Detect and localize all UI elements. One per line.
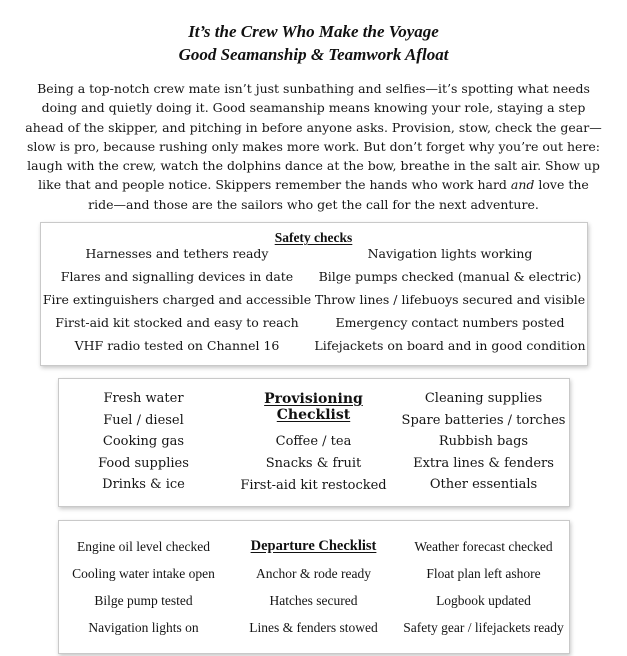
safety-checks-card xyxy=(40,222,588,366)
checklist-item: Cooking gas xyxy=(102,434,185,450)
checklist-item: Bilge pumps checked (manual & electric) xyxy=(318,269,582,285)
checklist-item: Throw lines / lifebuoys secured and visible xyxy=(314,292,586,308)
departure-columns xyxy=(59,533,569,641)
checklist-item: Float plan left ashore xyxy=(426,566,541,582)
checklist-item: Navigation lights working xyxy=(367,246,533,262)
provisioning-right-column xyxy=(399,388,569,497)
checklist-item: First-aid kit stocked and easy to reach xyxy=(55,315,299,331)
checklist-item: Logbook updated xyxy=(436,593,531,609)
checklist-item: Hatches secured xyxy=(269,593,358,609)
title-line-2: Good Seamanship & Teamwork Afloat xyxy=(178,45,449,64)
checklist-item: Harnesses and tethers ready xyxy=(85,246,269,262)
departure-card xyxy=(58,520,570,654)
provisioning-card xyxy=(58,378,570,507)
safety-checks-heading: Safety checks xyxy=(274,230,353,246)
checklist-item: Snacks & fruit xyxy=(265,456,362,472)
checklist-item: Weather forecast checked xyxy=(414,539,553,555)
intro-italic-word: and xyxy=(510,177,535,193)
safety-checks-right-column xyxy=(314,242,587,357)
checklist-item: Spare batteries / torches xyxy=(401,412,566,428)
checklist-item: Lines & fenders stowed xyxy=(249,620,378,636)
checklist-item: Lifejackets on board and in good condition xyxy=(314,338,586,354)
safety-checks-left-column xyxy=(41,242,314,357)
checklist-item: Food supplies xyxy=(98,455,189,471)
checklist-item: VHF radio tested on Channel 16 xyxy=(74,338,280,354)
checklist-item: Drinks & ice xyxy=(102,477,185,493)
provisioning-middle-items xyxy=(229,431,399,497)
checklist-item: Other essentials xyxy=(429,477,538,493)
checklist-item: Fresh water xyxy=(103,391,184,407)
checklist-item: First-aid kit restocked xyxy=(240,478,387,494)
checklist-item: Rubbish bags xyxy=(438,434,529,450)
departure-heading: Departure Checklist xyxy=(250,538,377,555)
departure-middle-items xyxy=(229,560,399,641)
departure-middle-column xyxy=(229,533,399,641)
provisioning-left-column xyxy=(59,388,229,497)
checklist-item: Emergency contact numbers posted xyxy=(335,315,565,331)
title-line-1: It’s the Crew Who Make the Voyage xyxy=(188,22,439,41)
intro-paragraph xyxy=(25,79,603,214)
checklist-item: Engine oil level checked xyxy=(76,539,211,555)
checklist-item: Bilge pump tested xyxy=(94,593,193,609)
provisioning-middle-column xyxy=(229,388,399,497)
checklist-item: Navigation lights on xyxy=(88,620,199,636)
checklist-item: Fire extinguishers charged and accessible xyxy=(42,292,312,308)
checklist-item: Safety gear / lifejackets ready xyxy=(403,620,564,636)
departure-left-column xyxy=(59,533,229,641)
checklist-item: Coffee / tea xyxy=(275,434,352,450)
checklist-item: Fuel / diesel xyxy=(103,412,184,428)
intro-text-part2: love the ride—and those are the sailors who get the call for the next adventure. xyxy=(88,177,589,212)
departure-right-column xyxy=(399,533,569,641)
page-title xyxy=(0,20,627,66)
checklist-item: Cleaning supplies xyxy=(424,391,543,407)
provisioning-heading: Provisioning Checklist xyxy=(264,391,363,424)
checklist-item: Anchor & rode ready xyxy=(255,566,372,582)
checklist-item: Flares and signalling devices in date xyxy=(60,269,294,285)
safety-checks-columns xyxy=(41,229,587,357)
provisioning-columns xyxy=(59,388,569,497)
checklist-item: Cooling water intake open xyxy=(72,566,215,582)
checklist-item: Extra lines & fenders xyxy=(413,455,554,471)
intro-text-part1: Being a top-notch crew mate isn’t just sunbathing and selfies—it’s spotting what needs doing and quietly doing it. Good seamanship means knowing your role, staying a step ahead of the skipper, and pitching in before anyone asks. Provision, stow, check the gear—slow is pro, because rushing only makes more work. But don’t forget why you’re out here: laugh with the crew, watch the dolphins dance at the bow, breathe in the salt air. Show up like that and people notice. Skippers remember the hands who work hard xyxy=(25,81,602,193)
